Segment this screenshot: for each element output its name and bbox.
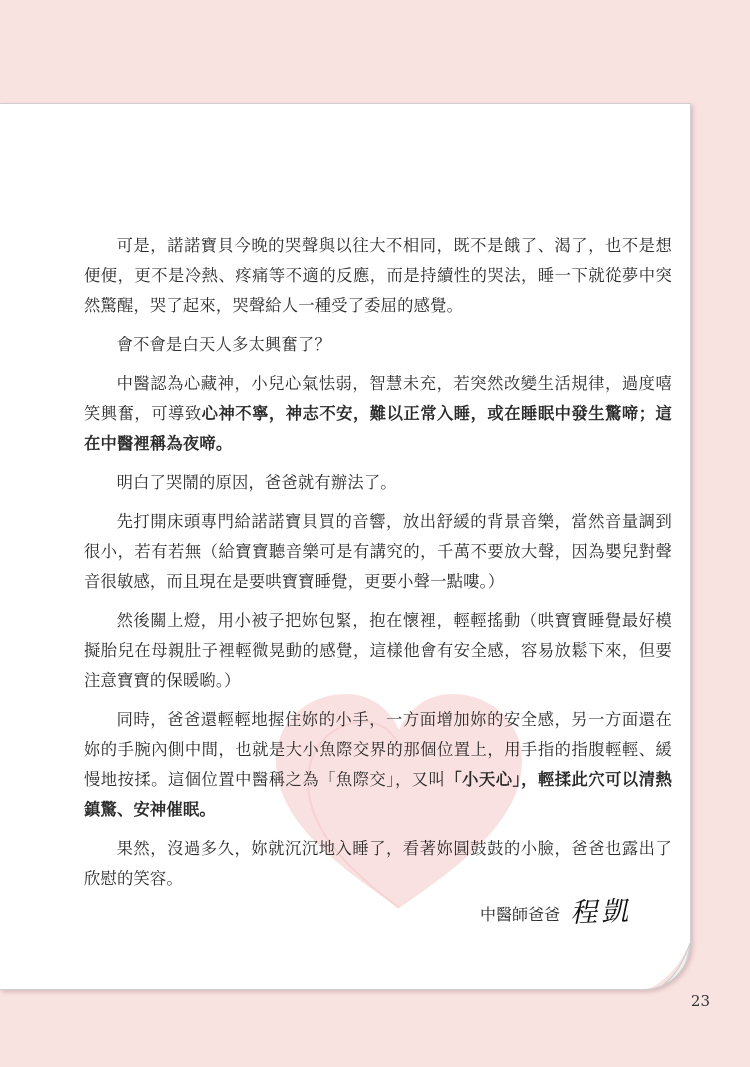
paragraph-text: 同時，爸爸還輕輕地握住妳的小手，一方面增加妳的安全感，另一方面還在妳的手腕內側中間，也就是大小魚際交界的那個位置上，用手指的指腹輕輕、緩慢地按揉。這個位置中醫稱之為「魚際交」，又叫 [84,710,672,789]
paper-sheet [0,103,691,990]
signature-role: 中醫師爸爸 [480,905,561,924]
emphasis-text: 「小天心」，輕揉此穴可以清熱鎮驚、安神催眠。 [84,770,672,819]
paragraph [84,705,672,825]
paragraph-text: 會不會是白天人多太興奮了？ [116,335,331,354]
paragraph [84,834,672,894]
page-curl-icon [634,937,691,990]
paragraph [84,369,672,459]
paragraph-text: 明白了哭鬧的原因，爸爸就有辦法了。 [116,473,397,492]
page-number: 23 [690,992,710,1010]
paragraph-text: 先打開床頭專門給諾諾寶貝買的音響，放出舒緩的背景音樂，當然音量調到很小，若有若無（給寶寶聽音樂可是有講究的，千萬不要放大聲，因為嬰兒對聲音很敏感，而且現在是要哄寶寶睡覺，更要小聲一點嘍。） [84,512,672,591]
paragraph [84,231,672,321]
signature-name: 程凱 [569,895,633,930]
paragraph [84,606,672,696]
emphasis-text: 心神不寧，神志不安，難以正常入睡，或在睡眠中發生驚啼；這在中醫裡稱為夜啼。 [84,404,672,453]
paragraph [84,507,672,597]
paragraph [84,468,672,498]
paragraph-text: 果然，沒過多久，妳就沉沉地入睡了，看著妳圓鼓鼓的小臉，爸爸也露出了欣慰的笑容。 [84,839,672,888]
signature [480,889,632,929]
paragraph [84,330,672,360]
paragraph-text: 可是，諾諾寶貝今晚的哭聲與以往大不相同，既不是餓了、渴了，也不是想便便，更不是冷熱、疼痛等不適的反應，而是持續性的哭法，睡一下就從夢中突然驚醒，哭了起來，哭聲給人一種受了委屈的感覺。 [84,236,672,315]
paragraph-text: 然後關上燈，用小被子把妳包緊，抱在懷裡，輕輕搖動（哄寶寶睡覺最好模擬胎兒在母親肚子裡輕微晃動的感覺，這樣他會有安全感，容易放鬆下來，但要注意寶寶的保暖喲。） [84,611,672,690]
article-body [84,231,672,903]
paragraph-text: 中醫認為心藏神，小兒心氣怯弱，智慧未充，若突然改變生活規律，過度嘻笑興奮，可導致 [84,374,672,423]
